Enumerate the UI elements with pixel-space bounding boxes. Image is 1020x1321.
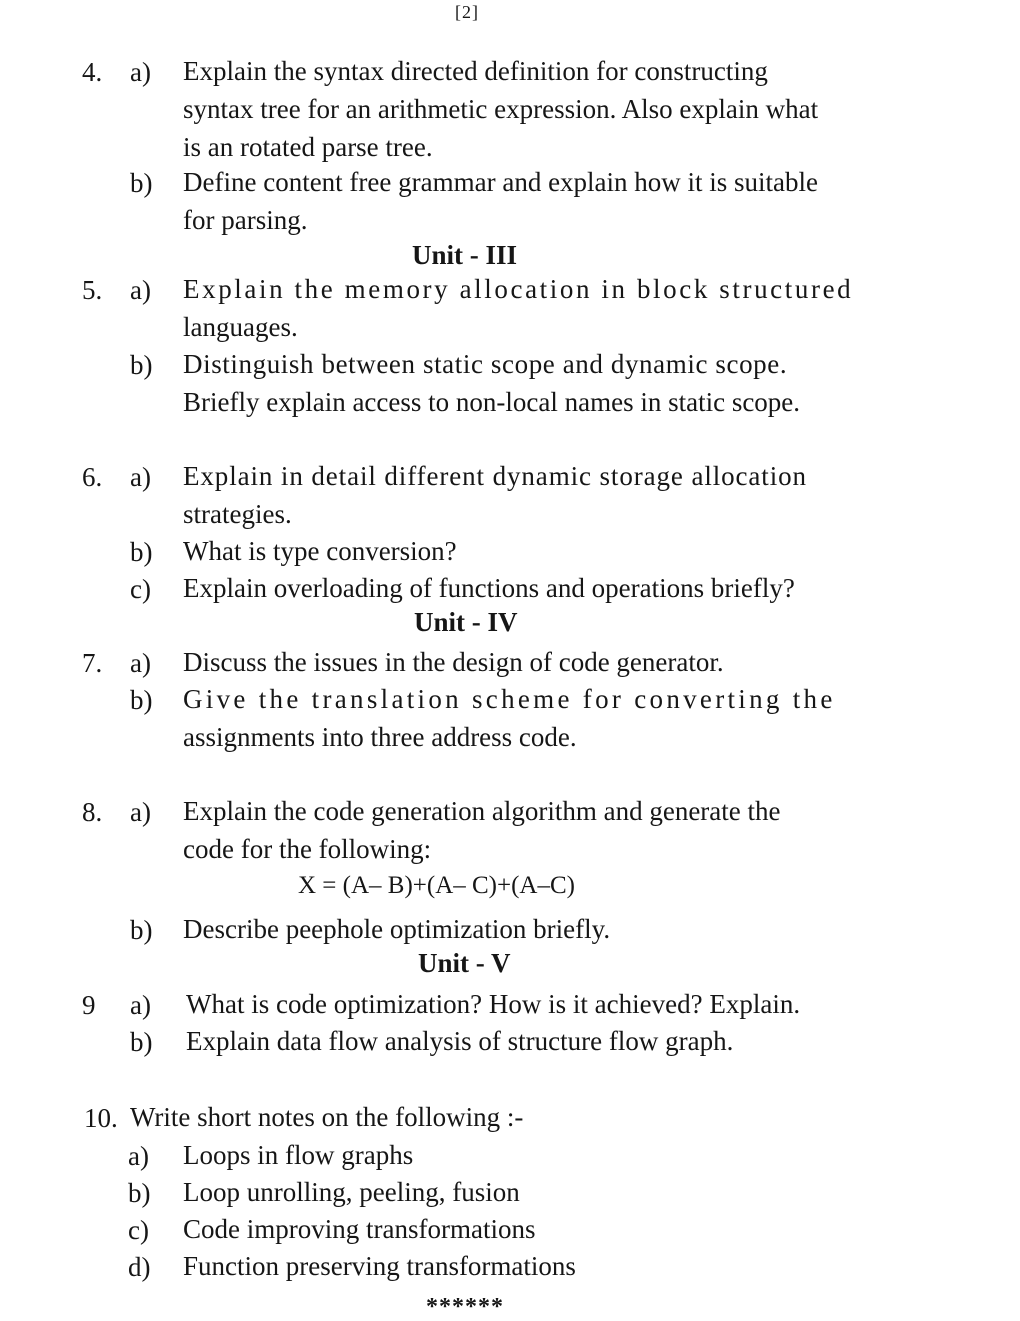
unit-heading: Unit - III <box>412 240 518 270</box>
question-text: Write short notes on the following :- <box>130 1102 524 1132</box>
question-number: 9 <box>82 990 96 1020</box>
question-text: What is code optimization? How is it achieved? Explain. <box>186 989 801 1019</box>
part-label: b) <box>130 685 153 715</box>
question-text: Define content free grammar and explain how it is suitable for parsing. <box>183 167 819 235</box>
part-label: d) <box>128 1252 151 1282</box>
question-text: Function preserving transformations <box>183 1251 576 1281</box>
question-text: Describe peephole optimization briefly. <box>183 914 611 944</box>
part-label: b) <box>130 1027 153 1057</box>
question-number: 7. <box>82 648 103 678</box>
part-label: a) <box>130 648 151 678</box>
part-label: c) <box>128 1215 149 1245</box>
question-number: 6. <box>82 462 103 492</box>
page-number: [2] <box>455 2 479 22</box>
part-label: a) <box>130 462 151 492</box>
part-label: b) <box>130 350 153 380</box>
question-text: Explain overloading of functions and operations briefly? <box>183 573 795 603</box>
question-number: 5. <box>82 275 103 305</box>
part-label: c) <box>130 574 151 604</box>
question-text: Explain in detail different dynamic storage allocation strategies. <box>183 461 807 529</box>
question-text: Give the translation scheme for converting the assignments into three address code. <box>183 684 836 752</box>
part-label: b) <box>130 168 153 198</box>
question-text: Explain the syntax directed definition for constructing syntax tree for an arithmetic expression. Also explain what is an rotated parse tree. <box>183 56 819 162</box>
question-text: Distinguish between static scope and dynamic scope. Briefly explain access to non-local names in static scope. <box>183 349 801 417</box>
question-number: 10. <box>84 1103 118 1133</box>
part-label: a) <box>130 990 151 1020</box>
question-text: Discuss the issues in the design of code generator. <box>183 647 724 677</box>
question-text: Loops in flow graphs <box>183 1140 414 1170</box>
part-label: a) <box>130 57 151 87</box>
question-text: Loop unrolling, peeling, fusion <box>183 1177 520 1207</box>
part-label: b) <box>130 915 153 945</box>
question-text: Explain the code generation algorithm and generate the code for the following: <box>183 796 781 864</box>
question-text: Explain data flow analysis of structure flow graph. <box>186 1026 734 1056</box>
question-text: What is type conversion? <box>183 536 457 566</box>
formula: X = (A– B)+(A– C)+(A–C) <box>298 872 575 899</box>
question-text: Code improving transformations <box>183 1214 536 1244</box>
unit-heading: Unit - V <box>418 948 511 978</box>
part-label: b) <box>130 537 153 567</box>
part-label: a) <box>128 1141 149 1171</box>
part-label: a) <box>130 275 151 305</box>
part-label: b) <box>128 1178 151 1208</box>
question-text: Explain the memory allocation in block structured languages. <box>183 274 854 342</box>
question-number: 8. <box>82 797 103 827</box>
unit-heading: Unit - IV <box>414 607 518 637</box>
end-mark: ****** <box>426 1294 504 1320</box>
question-number: 4. <box>82 57 103 87</box>
part-label: a) <box>130 797 151 827</box>
